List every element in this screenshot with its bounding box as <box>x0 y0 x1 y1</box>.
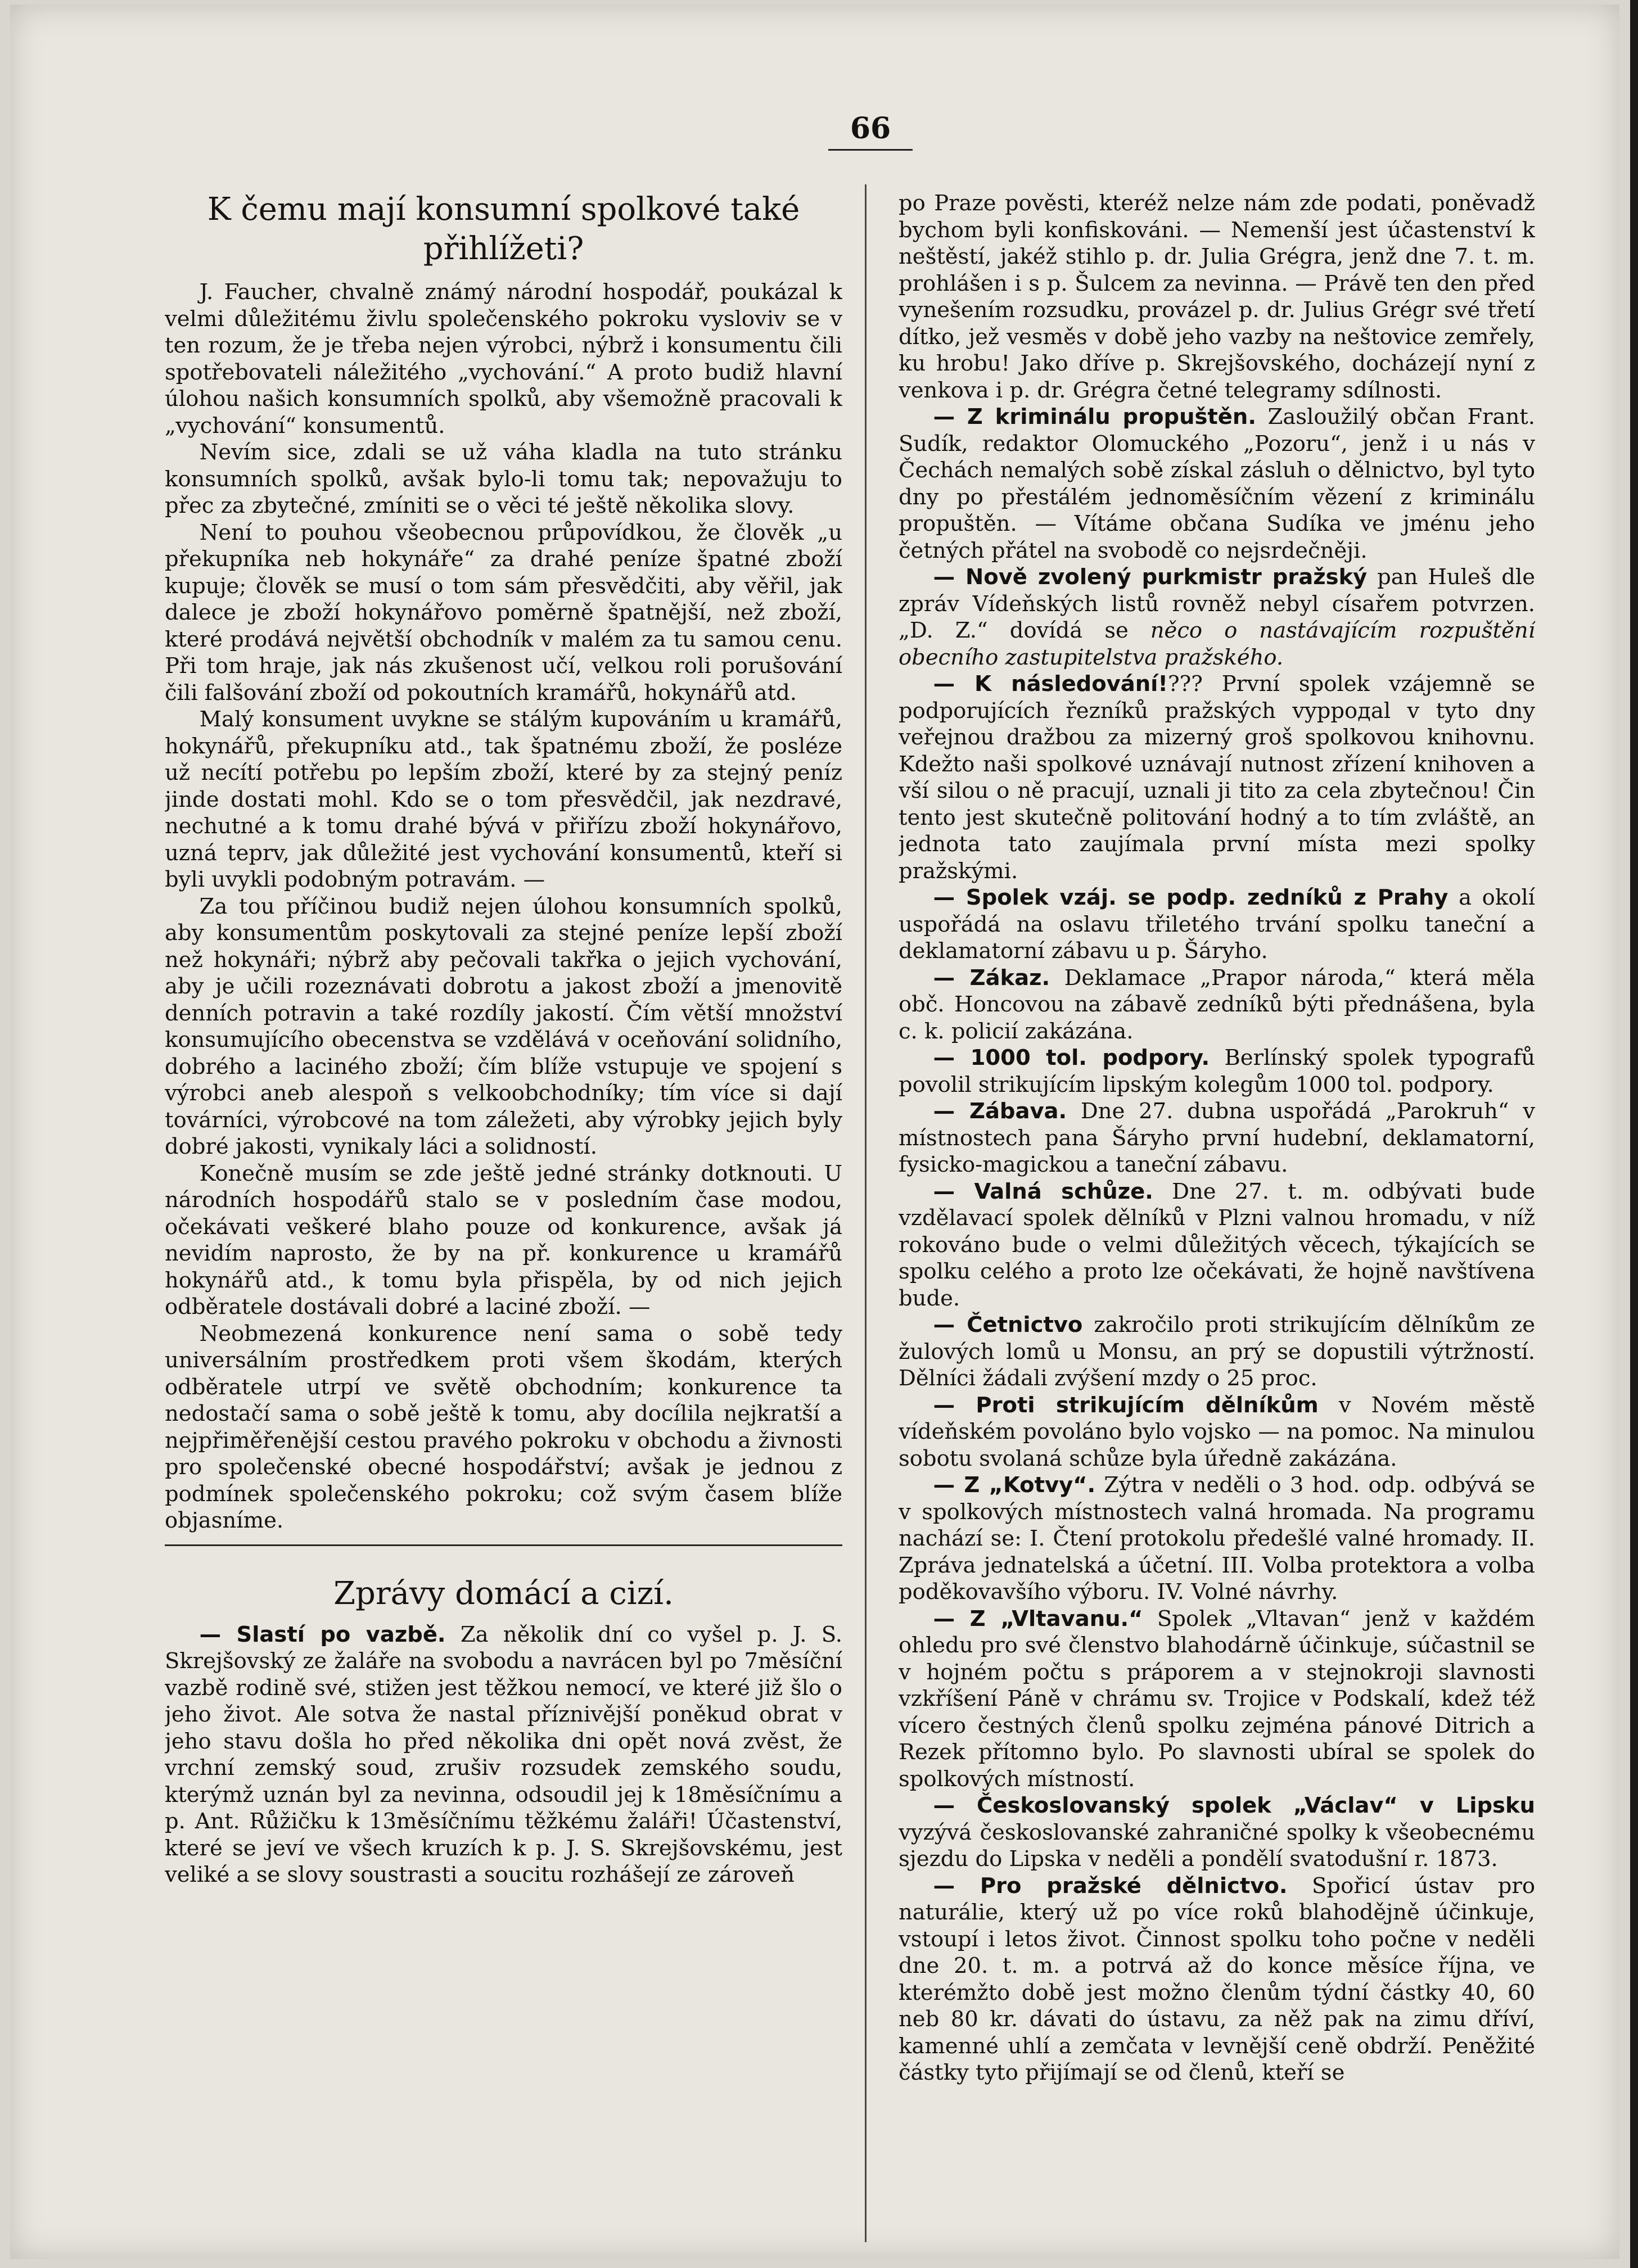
news-item-text: zakročilo proti strikujícím dělníkům ze žulových lomů u Monsu, an prý se dopustili výtržností. Dělníci žádali zvýšení mzdy o 25 proc. <box>899 1312 1535 1391</box>
news-item <box>899 1873 1535 2086</box>
news-items-left <box>165 1621 842 1889</box>
news-item <box>899 1472 1535 1606</box>
news-item-headline: — Českoslovanský spolek „Václav“ v Lipsku <box>933 1793 1535 1818</box>
article-paragraph: Není to pouhou všeobecnou průpovídkou, že člověk „u překupníka neb hokynáře“ za drahé peníze špatné zboží kupuje; člověk se musí o tom sám přesvědčiti, aby věřil, jak dalece je zboží hokynářovo poměrně špatnější, než zboží, které prodává největší obchodník v malém za tu samou cenu. Při tom hraje, jak nás zkušenost učí, velkou roli porušování čili falšování zboží od pokoutních kramářů, hokynářů atd. <box>165 519 842 706</box>
news-item <box>899 884 1535 965</box>
article-paragraph: Nevím sice, zdali se už váha kladla na tuto stránku konsumních spolků, avšak bylo-li tomu tak; nepovažuju to přec za zbytečné, zmíniti se o věci té ještě několika slovy. <box>165 440 842 518</box>
news-item-text: pan Huleš dle zpráv Vídeňských listů rovněž nebyl císařem potvrzen. „D. Z.“ dovídá se <box>899 564 1535 643</box>
news-item-headline: — Pro pražské dělnictvo. <box>933 1873 1288 1899</box>
news-item-text: po Praze pověsti, kteréž nelze nám zde podati, poněvadž bychom byli konfiskováni. — Nemenší jest účastenství k neštěstí, jakéž stihlo p. dr. Julia Grégra, jenž dne 7. t. m. prohlášen i s p. Šulcem za nevinna. — Právě ten den před vynešením rozsudku, provázel p. dr. Julius Grégr své třetí dítko, jež vesměs v době jeho vazby na neštovice zemřely, ku hrobu! Jako dříve p. Skrejšovského, docházejí nyní z venkova i p. dr. Grégra četné telegramy sdílnosti. <box>899 191 1535 403</box>
section-rule <box>165 1544 842 1546</box>
news-item-headline: — Nově zvolený purkmistr pražský <box>933 564 1368 590</box>
news-item <box>899 1045 1535 1098</box>
news-item-headline: — 1000 tol. podpory. <box>933 1045 1210 1070</box>
column-divider <box>865 184 867 2242</box>
news-item-text: Dne 27. t. m. odbývati bude vzdělavací spolek dělníků v Plzni valnou hromadu, v níž rokováno bude o velmi důležitých věcech, týkajících se spolku celého a proto lze očekávati, že hojně navštívena bude. <box>899 1178 1535 1311</box>
news-item-headline: — Valná schůze. <box>933 1178 1153 1204</box>
news-item-text: Za několik dní co vyšel p. J. S. Skrejšovský ze žaláře na svobodu a navrácen byl po 7měsíční vazbě rodině své, stižen jest těžkou nemocí, ve které již šlo o jeho život. Ale sotva že nastal příznivější poněkud obrat v jeho stavu došla ho před několika dni opět nová zvěst, že vrchní zemský soud, zrušiv rozsudek zemského soudu, kterýmž uznán byl za nevinna, odsoudil jej k 18měsíčnímu a p. Ant. Růžičku k 13měsíčnímu těžkému žaláři! Účastenství, které se jeví ve všech kruzích k p. J. S. Skrejšovskému, jest veliké a se slovy soustrasti a soucitu rozhášejí ze zároveň <box>165 1621 842 1887</box>
news-item-text: a okolí uspořádá na oslavu třiletého trvání spolku taneční a deklamatorní zábavu u p. Šáryho. <box>899 885 1535 964</box>
news-item <box>899 965 1535 1045</box>
news-item <box>899 404 1535 564</box>
news-item-headline: — K následování! <box>933 671 1168 697</box>
article-title: K čemu mají konsumní spolkové také přihlížeti? <box>207 191 800 267</box>
news-item <box>899 1178 1535 1312</box>
news-item <box>899 564 1535 671</box>
news-item-text: Spořicí ústav pro naturálie, který už po více roků blahodějně účinkuje, vstoupí i letos život. Činnost spolku toho počne v neděli dne 20. t. m. a potrvá až do konce měsíce října, ve kterémžto době jest možno členům týdní částky 40, 60 neb 80 kr. dávati do ústavu, za něž pak na zimu dříví, kamenné uhlí a zemčata v levnější ceně obdrží. Peněžité částky tyto přijímají se od členů, kteří se <box>899 1873 1535 2085</box>
news-item-text: Spolek „Vltavan“ jenž v každém ohledu pro své členstvo blahodárně účinkuje, súčastnil se v hojném počtu s práporem a v stejnokroji slavnosti vzkříšení Páně v chrámu sv. Trojice v Podskalí, kdež též vícero čestných členů spolku zejména pánové Ditrich a Rezek přítomno bylo. Po slavnosti ubíral se spolek do spolkových místností. <box>899 1606 1535 1792</box>
news-item-headline: — Četnictvo <box>933 1312 1083 1338</box>
news-item-headline: — Zákaz. <box>933 965 1050 991</box>
news-item-text: vyzývá českoslovanské zahraničné spolky k všeobecnému sjezdu do Lipska v neděli a pondělí svatodušní r. 1873. <box>899 1819 1535 1872</box>
newspaper-page <box>10 4 1619 2259</box>
news-item-text: v Novém městě vídeňském povoláno bylo vojsko — na pomoc. Na minulou sobotu svolaná schůze byla úředně zakázána. <box>899 1392 1535 1471</box>
news-item-headline: — Z kriminálu propuštěn. <box>933 404 1256 430</box>
news-item-text: Zýtra v neděli o 3 hod. odp. odbývá se v spolkových místnostech valná hromada. Na programu nachází se: I. Čtení protokolu předešlé valné hromady. II. Zpráva jednatelská a účetní. III. Volba protektora a volba poděkovavšího výboru. IV. Volné návrhy. <box>899 1472 1535 1605</box>
news-item-text: Dne 27. dubna uspořádá „Parokruh“ v místnostech pana Šáryho první hudební, deklamatorní, fysicko-magickou a taneční zábavu. <box>899 1099 1535 1177</box>
news-item-headline: — Slastí po vazbě. <box>199 1621 446 1647</box>
news-item <box>899 671 1535 884</box>
news-item-headline: — Z „Kotvy“. <box>933 1472 1096 1498</box>
news-item <box>899 190 1535 404</box>
news-item-text: ??? První spolek vzájemně se podporujících řezníků pražských vypродal v tyto dny veřejnou dražbou za mizerný groš spolkovou knihovnu. Kdežto naši spolkové uznávají nutnost zřízení knihoven a vší silou o ně pracují, uznali ji tito za cela zbytečnou! Čin tento jest skutečně politování hodný a to tím zvláště, an jednota tato zaujímala první místa mezi spolky pražskými. <box>899 671 1535 884</box>
news-item <box>899 1392 1535 1472</box>
article-paragraph: Malý konsument uvykne se stálým kupováním u kramářů, hokynářů, překupníku atd., tak špatnému zboží, že posléze už necítí potřebu po lepším zboží, které by za stejný peníz jinde dostati mohl. Kdo se o tom přesvědčil, jak nezdravé, nechutné a k tomu drahé bývá v přiřízu zboží hokynářovo, uzná teprv, jak důležité jest vychování konsumentů, kteří si byli uvykli podobným potravám. — <box>165 707 842 892</box>
article-body <box>165 279 842 1534</box>
news-item <box>899 1792 1535 1873</box>
news-items-right <box>899 190 1535 2086</box>
article-paragraph: Za tou příčinou budiž nejen úlohou konsumních spolků, aby konsumentům poskytovali za stejné peníze lepší zboží než hokynáři; nýbrž aby pečovali takřka o jejich vychování, aby je učili rozeznávati dobrotu a jakost zboží a jmenovitě denních potravin a také rozdíly jakostí. Čím větší množství konsumujícího obecenstva se vzdělává v oceňování solidního, dobrého a laciného zboží; čím blíže vstupuje ve spojení s výrobci aneb alespoň s velkoobchodníky; tím více si dají továrníci, výrobcové na tom záležeti, aby výrobky jejich byly dobré jakosti, vynikaly láci a solidností. <box>165 893 842 1159</box>
news-item <box>165 1621 842 1889</box>
news-item-text: Zasloužilý občan Frant. Sudík, redaktor Olomuckého „Pozoru“, jenž i u nás v Čechách nemalých sobě získal zásluh o dělnictvo, byl tyto dny po přestálém jednoměsíčním vězení z kriminálu propuštěn. — Vítáme občana Sudíka ve jménu jeho četných přátel na svobodě co nejsrdečněji. <box>899 404 1535 563</box>
news-item-headline: — Z „Vltavanu.“ <box>933 1606 1143 1632</box>
news-item-emphasis: něco o nastávajícím rozpuštění obecního zastupitelstva pražského. <box>899 618 1535 670</box>
news-section-title: Zprávy domácí a cizí. <box>333 1575 674 1612</box>
news-item-text: Berlínský spolek typografů povolil strikujícím lipským kolegům 1000 tol. podpory. <box>899 1045 1535 1097</box>
news-item-headline: — Spolek vzáj. se podp. zedníků z Prahy <box>933 885 1449 910</box>
scan-edge <box>1630 0 1638 2268</box>
page-number: 66 <box>828 111 913 151</box>
left-column <box>165 190 842 2248</box>
news-item-headline: — Proti strikujícím dělníkům <box>933 1392 1319 1418</box>
news-item <box>899 1606 1535 1793</box>
news-item-text: Deklamace „Prapor národa,“ která měla obč. Honcovou na zábavě zedníků býti přednášena, byla c. k. policií zakázána. <box>899 965 1535 1044</box>
article-paragraph: J. Faucher, chvalně známý národní hospodář, poukázal k velmi důležitému živlu společenského pokroku vysloviv se v ten rozum, že je třeba nejen výrobci, nýbrž i konsumentu čili spotřebovateli náležitého „vychování.“ A proto budiž hlavní úlohou našich konsumních spolků, aby všemožně pracovali k „vychování“ konsumentů. <box>165 279 842 439</box>
news-item-headline: — Zábava. <box>933 1099 1067 1124</box>
news-item <box>899 1098 1535 1178</box>
right-column <box>899 190 1535 2248</box>
article-paragraph: Konečně musím se zde ještě jedné stránky dotknouti. U národních hospodářů stalo se v posledním čase modou, očekávati veškeré blaho pouze od konkurence, avšak já nevidím naprosto, že by na př. konkurence u kramářů hokynářů atd., k tomu byla přispěla, by od nich jejich odběratele dostávali dobré a laciné zboží. — <box>165 1160 842 1320</box>
article-paragraph: Neobmezená konkurence není sama o sobě tedy universálním prostředkem proti všem škodám, kterých odběratele utrpí ve světě obchodním; konkurence ta nedostačí sama o sobě ještě k tomu, aby docílila nejkratší a nejpřiměřenější cestou pravého pokroku v obchodu a živnosti pro společenské obecné hospodářství; avšak je jednou z podmínek společenského pokroku; což svým časem blíže objasníme. <box>165 1321 842 1533</box>
news-item <box>899 1312 1535 1392</box>
